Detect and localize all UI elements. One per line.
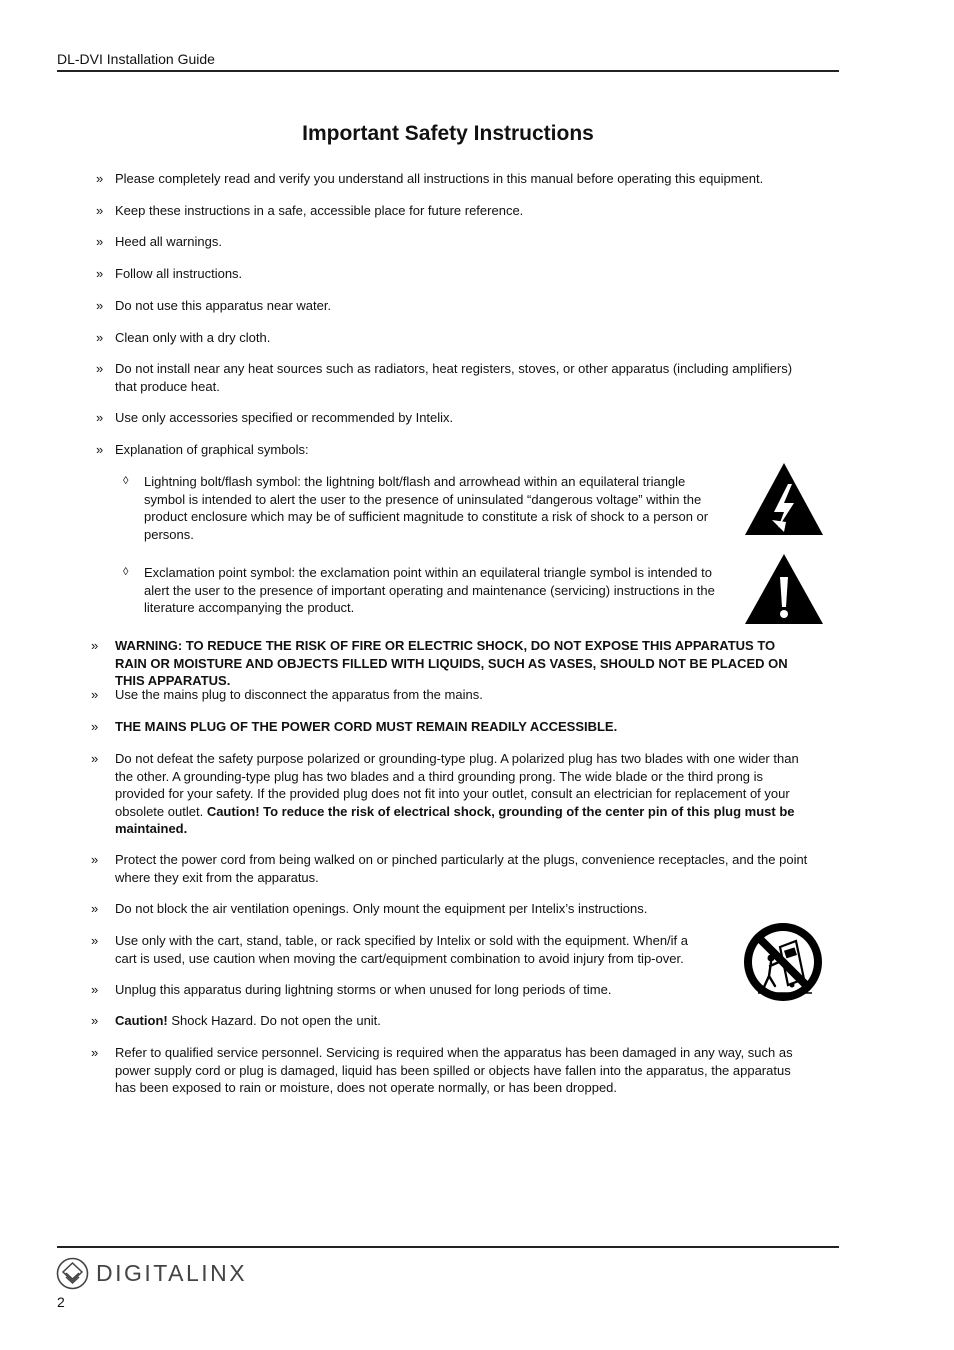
list-item: » Do not block the air ventilation openings. Only mount the equipment per Intelix’s instructions. — [91, 901, 648, 916]
page-title: Important Safety Instructions — [302, 122, 594, 145]
warning-item: » WARNING: TO REDUCE THE RISK OF FIRE OR ELECTRIC SHOCK, DO NOT EXPOSE THIS APPARATUS TO RAIN OR MOISTURE AND OBJECTS FILLED WITH LIQUIDS, SUCH AS VASES, SHOULD NOT BE PLACED ON THIS APPARATUS. — [91, 638, 788, 688]
list-item: » Use the mains plug to disconnect the apparatus from the mains. — [91, 687, 483, 702]
exclamation-triangle-icon — [744, 553, 824, 625]
list-item: » THE MAINS PLUG OF THE POWER CORD MUST REMAIN READILY ACCESSIBLE. — [91, 719, 618, 734]
logo-text: DIGITALINX — [96, 1260, 248, 1286]
list-item: » Do not defeat the safety purpose polarized or grounding-type plug. A polarized plug has two blades with one wider than the other. A grounding-type plug has two blades and a third grounding prong. The wide blade or the third prong is provided for your safety. If the provided plug does not fit into your outlet, consult an electrician for replacement of your obsolete outlet. Caution! To reduce the risk of electrical shock, grounding of the center pin of this plug must be maintained. — [91, 751, 799, 836]
cart-tipover-icon — [742, 921, 824, 1003]
list-item: » Do not use this apparatus near water. — [96, 298, 332, 313]
list-item: » Refer to qualified service personnel. Servicing is required when the apparatus has been damaged in any way, such as power supply cord or plug is damaged, liquid has been spilled or objects have fallen into the apparatus, the apparatus has been exposed to rain or moisture, does not operate normally, or has been dropped. — [91, 1045, 793, 1095]
list-item: » Keep these instructions in a safe, accessible place for future reference. — [96, 203, 524, 218]
list-item: » Use only accessories specified or recommended by Intelix. — [96, 410, 454, 425]
list-item: » Use only with the cart, stand, table, or rack specified by Intelix or sold with the equipment. When/if a cart is used, use caution when moving the cart/equipment combination to avoid injury from tip-over. — [91, 933, 689, 966]
running-header: DL-DVI Installation Guide — [57, 51, 215, 67]
list-item: » Follow all instructions. — [96, 266, 243, 281]
list-item: » Heed all warnings. — [96, 234, 222, 249]
list-item: » Unplug this apparatus during lightning storms or when unused for long periods of time. — [91, 982, 612, 997]
list-item: » Explanation of graphical symbols: — [96, 442, 309, 457]
footer-rule — [57, 1246, 839, 1248]
symbol-explanation-exclamation: ◊ Exclamation point symbol: the exclamation point within an equilateral triangle symbol is intended to alert the user to the presence of important operating and maintenance (servicing) instructions in the literature accompanying the product. — [123, 565, 715, 615]
symbol-explanation-lightning: ◊ Lightning bolt/flash symbol: the lightning bolt/flash and arrowhead within an equilateral triangle symbol is intended to alert the user to the presence of uninsulated “dangerous voltage” within the product enclosure which may be of sufficient magnitude to constitute a risk of shock to a person or persons. — [123, 474, 709, 542]
lightning-triangle-icon — [744, 462, 824, 536]
list-item: » Protect the power cord from being walked on or pinched particularly at the plugs, convenience receptacles, and the point where they exit from the apparatus. — [91, 852, 808, 885]
header-rule — [57, 70, 839, 72]
list-item: » Caution! Shock Hazard. Do not open the unit. — [91, 1013, 381, 1028]
digitalinx-logo-icon — [56, 1257, 89, 1290]
digitalinx-logo — [56, 1257, 247, 1290]
list-item: » Please completely read and verify you understand all instructions in this manual before operating this equipment. — [96, 171, 764, 186]
list-item: » Clean only with a dry cloth. — [96, 330, 271, 345]
page-number: 2 — [57, 1294, 65, 1310]
list-item: » Do not install near any heat sources such as radiators, heat registers, stoves, or other apparatus (including amplifiers) that produce heat. — [96, 361, 793, 394]
